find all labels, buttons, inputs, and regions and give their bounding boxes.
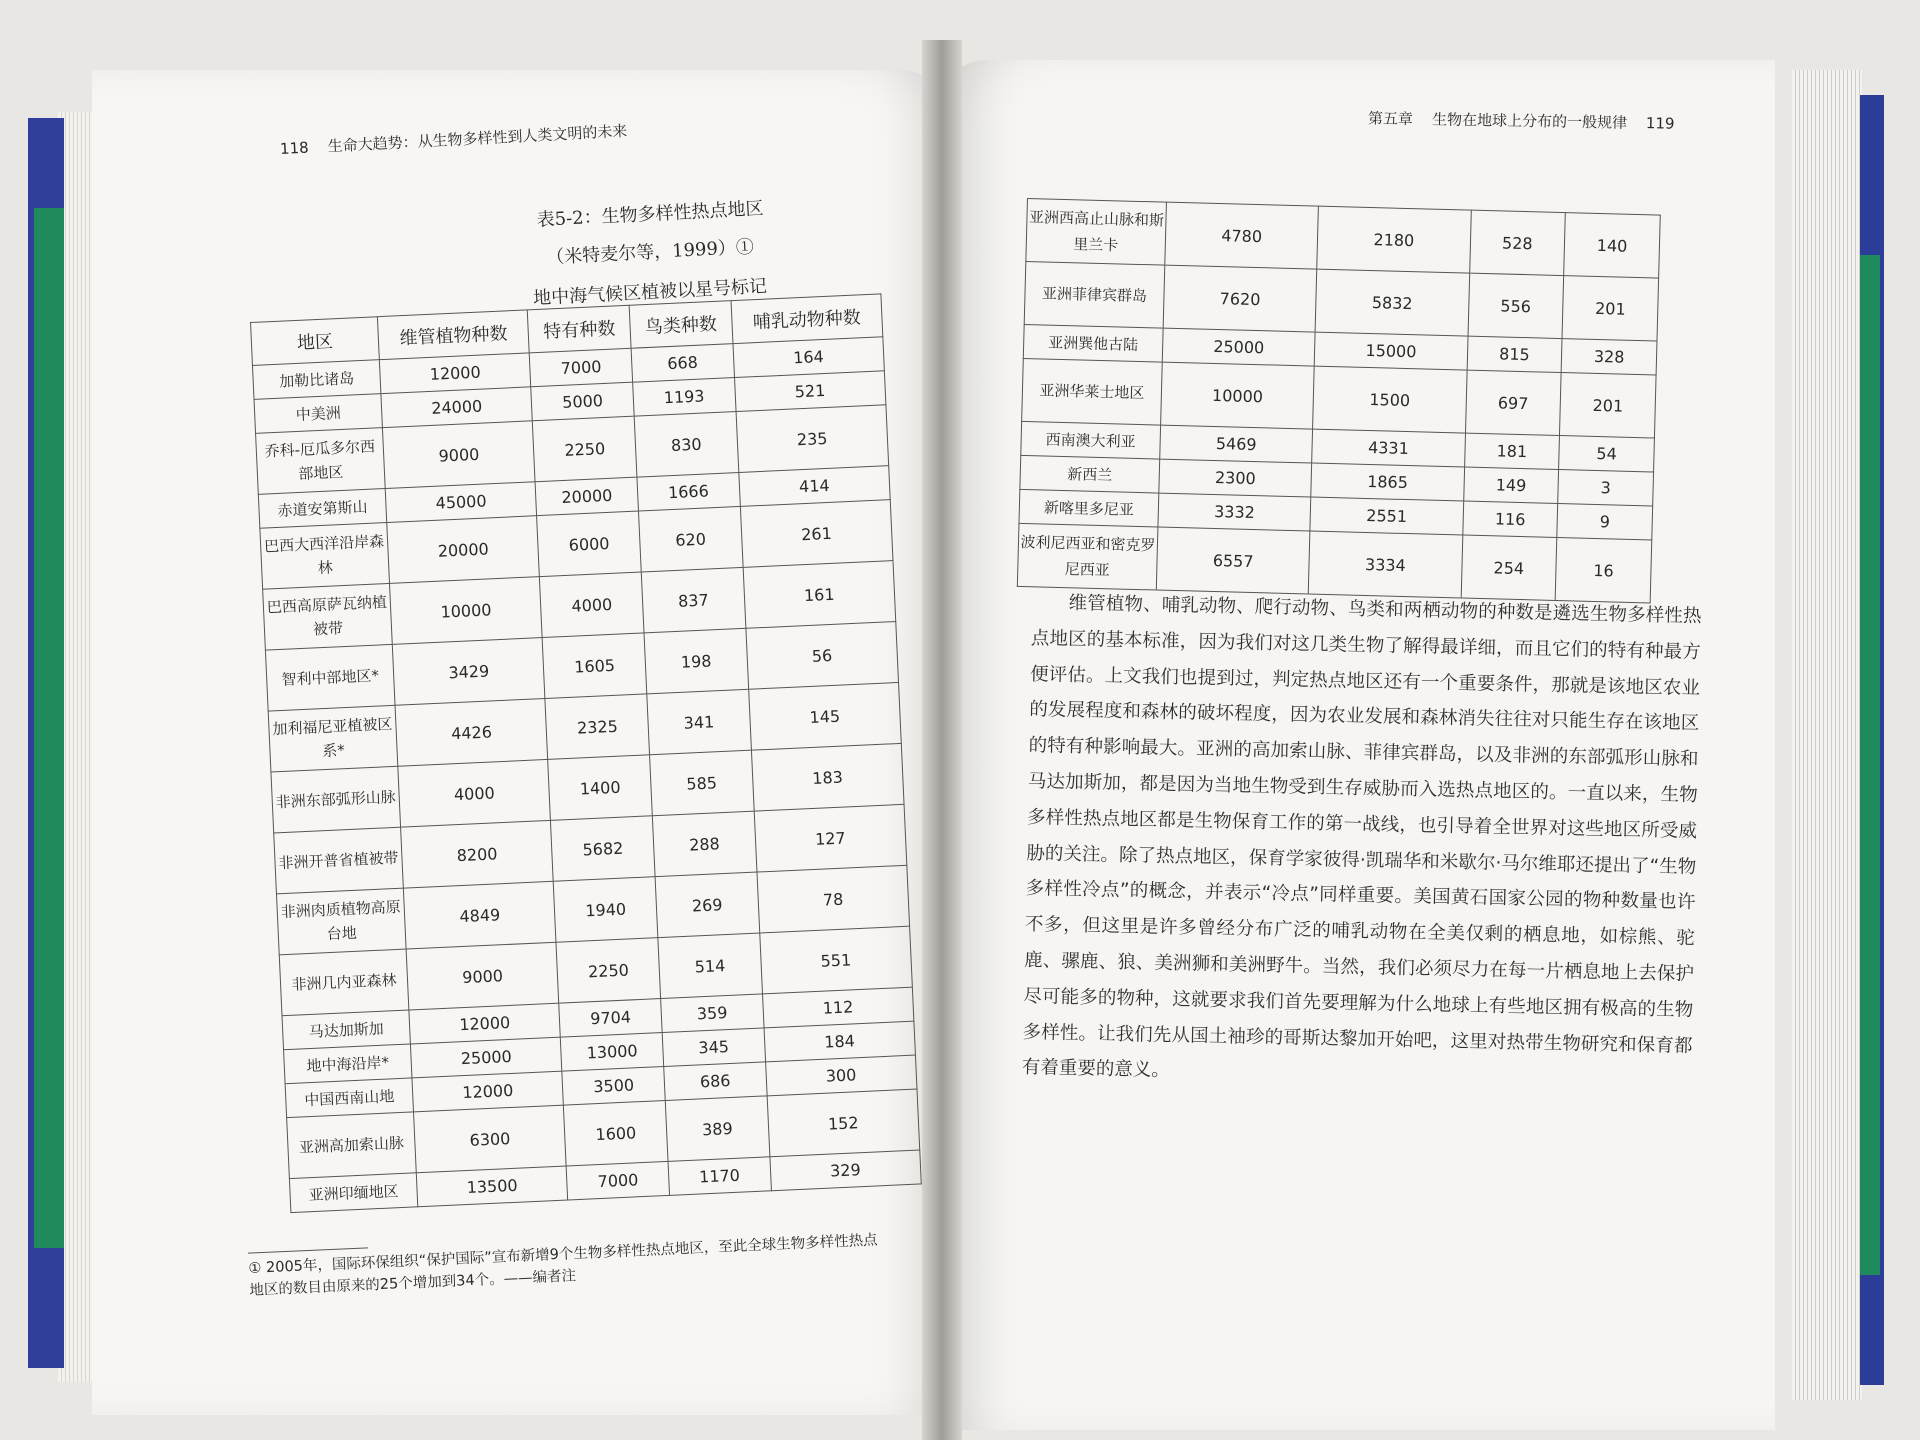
book-cover-right <box>1860 95 1884 1385</box>
cell-vascular: 6300 <box>414 1105 567 1173</box>
cell-region: 中国西南山地 <box>285 1078 413 1118</box>
cell-vascular: 4000 <box>398 759 551 827</box>
cell-birds: 198 <box>644 628 748 694</box>
book-gutter <box>922 40 962 1440</box>
cell-vascular: 3332 <box>1158 493 1311 531</box>
cell-vascular: 5469 <box>1160 425 1313 463</box>
cell-vascular: 6557 <box>1156 527 1310 594</box>
cell-vascular: 20000 <box>387 516 540 584</box>
cell-mammals: 328 <box>1561 339 1657 375</box>
cell-mammals: 161 <box>743 561 896 629</box>
cell-vascular: 9000 <box>382 421 535 489</box>
cell-region: 智利中部地区* <box>265 644 395 711</box>
cell-endemic: 4000 <box>540 572 644 638</box>
cell-endemic: 6000 <box>537 511 641 577</box>
cell-endemic: 1865 <box>1311 463 1464 501</box>
cell-mammals: 56 <box>746 622 899 690</box>
col-birds: 鸟类种数 <box>629 301 732 349</box>
cell-region: 波利尼西亚和密克罗尼西亚 <box>1017 523 1158 590</box>
cell-region: 巴西高原萨瓦纳植被带 <box>263 583 393 650</box>
cell-birds: 528 <box>1469 210 1565 275</box>
cell-mammals: 152 <box>767 1089 920 1157</box>
cell-endemic: 3500 <box>562 1067 665 1106</box>
col-mammals: 哺乳动物种数 <box>731 294 883 344</box>
cell-region: 巴西大西洋沿岸森林 <box>260 523 390 590</box>
cell-mammals: 329 <box>769 1150 921 1191</box>
cell-mammals: 183 <box>751 743 904 811</box>
cell-endemic: 9704 <box>559 999 662 1038</box>
cell-vascular: 3429 <box>392 638 545 706</box>
cell-vascular: 45000 <box>385 482 537 523</box>
cell-mammals: 414 <box>738 466 890 507</box>
cell-region: 乔科-厄瓜多尔西部地区 <box>256 428 386 495</box>
cell-mammals: 54 <box>1559 436 1655 472</box>
cell-vascular: 25000 <box>1162 328 1315 366</box>
footnote: ① 2005年，国际环保组织“保护国际”宣布新增9个生物多样性热点地区，至此全球生物多样性热点地区的数目由原来的25个增加到34个。——编者注 <box>248 1232 878 1299</box>
cell-mammals: 300 <box>765 1055 917 1096</box>
cell-mammals: 16 <box>1555 537 1651 602</box>
col-vascular: 维管植物种数 <box>377 310 529 360</box>
cell-endemic: 3334 <box>1308 531 1462 598</box>
hotspot-table-right <box>1017 198 1661 603</box>
cell-region: 非洲开普省植被带 <box>274 827 404 894</box>
cell-mammals: 140 <box>1564 213 1660 278</box>
body-text <box>1022 585 1702 1100</box>
cell-region: 亚洲高加索山脉 <box>287 1112 417 1179</box>
cell-region: 新西兰 <box>1020 455 1160 493</box>
cell-mammals: 164 <box>733 337 885 378</box>
cell-mammals: 3 <box>1558 470 1654 506</box>
cell-endemic: 2250 <box>533 416 637 482</box>
cell-vascular: 4426 <box>395 698 548 766</box>
cell-region: 加勒比诸岛 <box>252 360 380 400</box>
cell-endemic: 5000 <box>531 382 634 421</box>
cell-region: 加利福尼亚植被区系* <box>268 705 398 772</box>
cell-mammals: 145 <box>748 682 901 750</box>
cell-vascular: 8200 <box>401 820 554 888</box>
cell-endemic: 2551 <box>1310 497 1463 535</box>
right-page-number: 119 <box>1645 114 1675 133</box>
cell-region: 非洲东部弧形山脉 <box>271 766 401 833</box>
cell-birds: 585 <box>650 750 754 816</box>
cell-birds: 1170 <box>668 1157 771 1196</box>
cell-birds: 815 <box>1467 336 1563 372</box>
cell-endemic: 1605 <box>542 633 646 699</box>
cell-endemic: 20000 <box>535 477 638 516</box>
left-page-number: 118 <box>279 138 310 158</box>
cell-vascular: 9000 <box>406 942 559 1010</box>
cell-endemic: 5682 <box>551 816 655 882</box>
cell-region: 亚洲菲律宾群岛 <box>1024 261 1165 328</box>
cell-endemic: 1940 <box>554 877 658 943</box>
cell-endemic: 2250 <box>556 938 660 1004</box>
cell-vascular: 12000 <box>409 1003 561 1044</box>
cell-region: 新喀里多尼亚 <box>1019 489 1159 527</box>
cell-mammals: 521 <box>734 371 886 412</box>
cell-endemic: 1500 <box>1313 366 1467 433</box>
cell-mammals: 551 <box>759 926 912 994</box>
cell-birds: 686 <box>664 1062 767 1101</box>
cell-birds: 149 <box>1463 467 1559 503</box>
cell-mammals: 78 <box>757 865 910 933</box>
cell-vascular: 25000 <box>410 1037 562 1078</box>
cell-region: 中美洲 <box>254 394 382 434</box>
cell-birds: 269 <box>655 872 759 938</box>
cell-birds: 1666 <box>637 472 740 511</box>
cell-birds: 1193 <box>633 378 736 417</box>
cell-endemic: 5832 <box>1315 269 1469 336</box>
col-endemic: 特有种数 <box>528 305 631 353</box>
cell-vascular: 7620 <box>1163 265 1317 332</box>
cell-mammals: 127 <box>754 804 907 872</box>
chapter-label: 第五章 <box>1367 109 1414 129</box>
cell-region: 非洲肉质植物高原台地 <box>276 888 406 955</box>
cell-birds: 837 <box>641 567 745 633</box>
cell-region: 西南澳大利亚 <box>1021 421 1161 459</box>
col-region: 地区 <box>251 317 380 366</box>
cell-region: 亚洲印缅地区 <box>289 1173 417 1213</box>
cell-birds: 830 <box>634 412 738 478</box>
cell-birds: 514 <box>658 933 762 999</box>
cell-birds: 181 <box>1464 433 1560 469</box>
cell-birds: 359 <box>661 994 764 1033</box>
cell-endemic: 15000 <box>1314 332 1467 370</box>
table-source: （米特麦尔等，1999）① <box>545 236 755 269</box>
cell-birds: 116 <box>1462 501 1558 537</box>
cell-birds: 697 <box>1465 370 1561 435</box>
cell-vascular: 4849 <box>403 881 556 949</box>
book-cover-left <box>28 118 64 1368</box>
cell-mammals: 112 <box>762 987 914 1028</box>
cell-birds: 288 <box>652 811 756 877</box>
cell-vascular: 12000 <box>412 1071 564 1112</box>
cell-birds: 556 <box>1468 273 1564 338</box>
cell-birds: 341 <box>647 689 751 755</box>
cell-region: 亚洲华莱士地区 <box>1022 358 1163 425</box>
table-title: 表5-2：生物多样性热点地区 <box>536 198 764 231</box>
cell-birds: 620 <box>638 506 742 572</box>
cell-mammals: 184 <box>764 1021 916 1062</box>
left-running-title: 生命大趋势：从生物多样性到人类文明的未来 <box>327 121 628 156</box>
cell-vascular: 12000 <box>379 353 531 394</box>
cell-region: 非洲几内亚森林 <box>279 949 409 1016</box>
cell-endemic: 1400 <box>548 755 652 821</box>
page-edges-right <box>1792 70 1862 1400</box>
cell-endemic: 1600 <box>564 1100 668 1166</box>
cell-region: 地中海沿岸* <box>284 1044 412 1084</box>
cell-vascular: 10000 <box>390 577 543 645</box>
cell-endemic: 7000 <box>530 348 633 387</box>
cell-birds: 345 <box>662 1028 765 1067</box>
table-note: 地中海气候区植被以星号标记 <box>532 275 768 310</box>
cell-endemic: 2180 <box>1317 206 1471 273</box>
cell-mammals: 261 <box>740 500 893 568</box>
cell-endemic: 2325 <box>545 694 649 760</box>
cell-vascular: 13500 <box>416 1166 568 1207</box>
cell-region: 马达加斯加 <box>282 1010 410 1050</box>
cell-mammals: 235 <box>736 405 889 473</box>
cell-birds: 254 <box>1461 535 1557 600</box>
cell-vascular: 24000 <box>381 387 533 428</box>
cell-endemic: 4331 <box>1312 429 1465 467</box>
cell-vascular: 10000 <box>1161 362 1315 429</box>
cell-endemic: 7000 <box>566 1161 669 1200</box>
cell-region: 亚洲巽他古陆 <box>1023 324 1163 362</box>
right-running-title: 生物在地球上分布的一般规律 <box>1431 110 1628 132</box>
cell-birds: 668 <box>631 344 734 383</box>
cell-endemic: 13000 <box>561 1033 664 1072</box>
cell-region: 赤道安第斯山 <box>258 489 386 529</box>
cell-vascular: 2300 <box>1159 459 1312 497</box>
cell-birds: 389 <box>665 1096 769 1162</box>
cell-mammals: 201 <box>1560 373 1656 438</box>
cell-mammals: 201 <box>1562 276 1658 341</box>
cell-region: 亚洲西高止山脉和斯里兰卡 <box>1026 199 1167 266</box>
hotspot-table-left <box>250 293 922 1213</box>
cell-mammals: 9 <box>1557 504 1653 540</box>
cell-vascular: 4780 <box>1165 202 1319 269</box>
body-paragraph: 维管植物、哺乳动物、爬行动物、鸟类和两栖动物的种数是遴选生物多样性热点地区的基本标准，因为我们对这几类生物了解得最详细，而且它们的特有种最方便评估。上文我们也提到过，判定热点地区还有一个重要条件，那就是该地区农业的发展程度和森林的破坏程度，因为农业发展和森林消失往往对只能生存在该地区的特有种影响最大。亚洲的高加索山脉、菲律宾群岛，以及非洲的东部弧形山脉和马达加斯加，都是因为当地生物受到生存威胁而入选热点地区的。一直以来，生物多样性热点地区都是生物保育工作的第一战线，也引导着全世界对这些地区所受威胁的关注。除了热点地区，保育学家彼得·凯瑞华和米歇尔·马尔维耶还提出了“生物多样性冷点”的概念，并表示“冷点”同样重要。美国黄石国家公园的物种数量也许不多，但这里是许多曾经分布广泛的哺乳动物在全美仅剩的栖息地，如棕熊、驼鹿、骡鹿、狼、美洲狮和美洲野牛。当然，我们必须尽力在每一片栖息地上去保护尽可能多的物种，这就要求我们首先要理解为什么地球上有些地区拥有极高的生物多样性。让我们先从国土袖珍的哥斯达黎加开始吧，这里对热带生物研究和保育都有着重要的意义。 <box>1021 592 1702 1082</box>
